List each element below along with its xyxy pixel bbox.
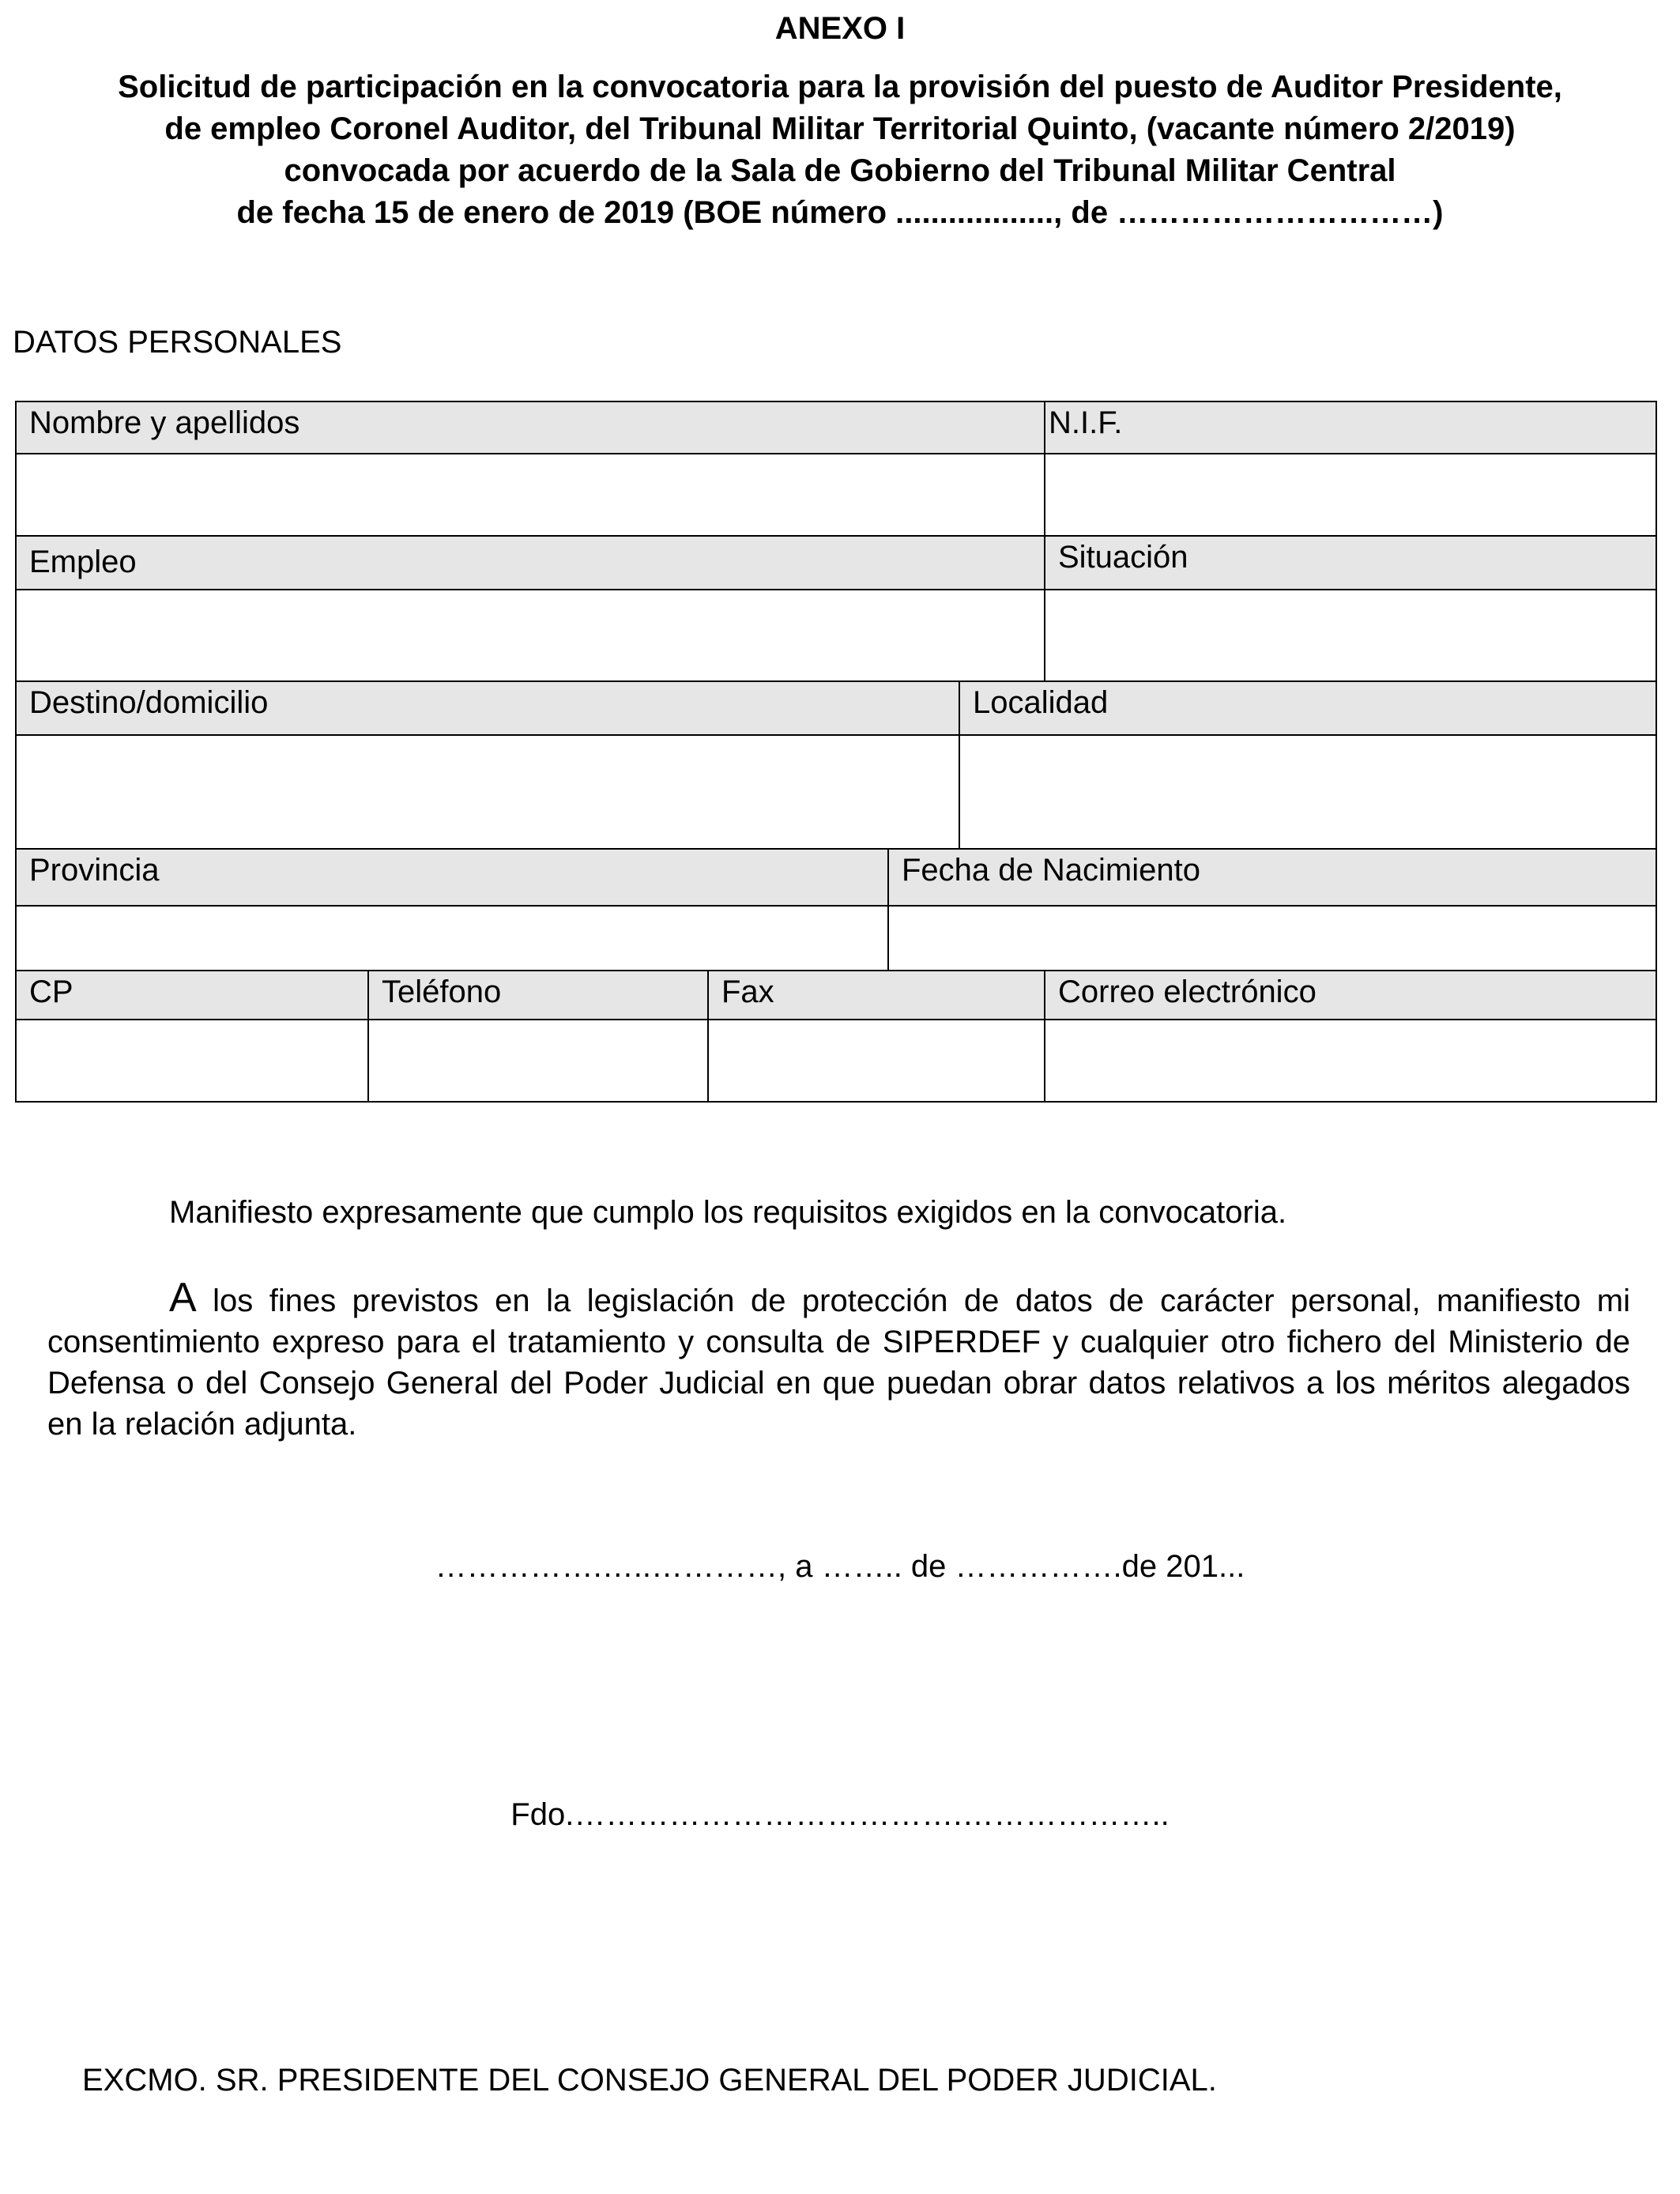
- empleo-label: Empleo: [15, 535, 1045, 590]
- cp-label: CP: [15, 970, 369, 1020]
- form-heading-line-2: de empleo Coronel Auditor, del Tribunal Militar Territorial Quinto, (vacante número 2/2019): [164, 111, 1516, 146]
- situacion-field[interactable]: [1044, 589, 1657, 682]
- fax-field[interactable]: [707, 1019, 1045, 1103]
- annex-title: ANEXO I: [774, 11, 906, 46]
- addressee: EXCMO. SR. PRESIDENTE DEL CONSEJO GENERAL DEL PODER JUDICIAL.: [82, 2063, 1217, 2098]
- destino-label: Destino/domicilio: [15, 680, 960, 736]
- provincia-label: Provincia: [15, 848, 889, 907]
- fax-label: Fax: [707, 970, 1045, 1020]
- nif-label: N.I.F.: [1044, 401, 1657, 454]
- provincia-field[interactable]: [15, 905, 889, 971]
- telefono-field[interactable]: [367, 1019, 709, 1103]
- fecha-nacimiento-field[interactable]: [887, 905, 1657, 971]
- requirements-declaration: Manifiesto expresamente que cumplo los requisitos exigidos en la convocatoria.: [169, 1195, 1287, 1230]
- telefono-label: Teléfono: [367, 970, 709, 1020]
- correo-label: Correo electrónico: [1044, 970, 1657, 1020]
- localidad-field[interactable]: [959, 734, 1657, 850]
- consent-initial: A: [169, 1275, 197, 1321]
- situacion-label: Situación: [1044, 535, 1657, 590]
- personal-data-heading: DATOS PERSONALES: [13, 325, 342, 360]
- form-heading-line-3: convocada por acuerdo de la Sala de Gobierno del Tribunal Militar Central: [284, 153, 1396, 188]
- nombre-field[interactable]: [15, 453, 1045, 537]
- place-date-line: …………….…..…………, a …….. de …………….de 201...: [435, 1549, 1245, 1584]
- cp-field[interactable]: [15, 1019, 369, 1103]
- form-heading: [0, 66, 1680, 234]
- fecha-nacimiento-label: Fecha de Nacimiento: [887, 848, 1657, 907]
- correo-field[interactable]: [1044, 1019, 1657, 1103]
- consent-declaration: [47, 1277, 1630, 1445]
- empleo-field[interactable]: [15, 589, 1045, 682]
- form-heading-line-4: de fecha 15 de enero de 2019 (BOE número .................., de …………………………): [236, 195, 1444, 230]
- nif-field[interactable]: [1044, 453, 1657, 537]
- destino-field[interactable]: [15, 734, 960, 850]
- nombre-label: Nombre y apellidos: [15, 401, 1045, 454]
- form-heading-line-1: Solicitud de participación en la convocatoria para la provisión del puesto de Auditor Presidente,: [118, 70, 1562, 104]
- localidad-label: Localidad: [959, 680, 1657, 736]
- signature-line: Fdo.……………………………….………………..: [510, 1797, 1170, 1832]
- consent-text: los fines previstos en la legislación de protección de datos de carácter personal, manifiesto mi consentimiento expreso para el tratamiento y consulta de SIPERDEF y cualquier otro fichero del Ministerio de Defensa o del Consejo General del Poder Judicial en que puedan obrar datos relativos a los méritos alegados en la relación adjunta.: [47, 1284, 1630, 1442]
